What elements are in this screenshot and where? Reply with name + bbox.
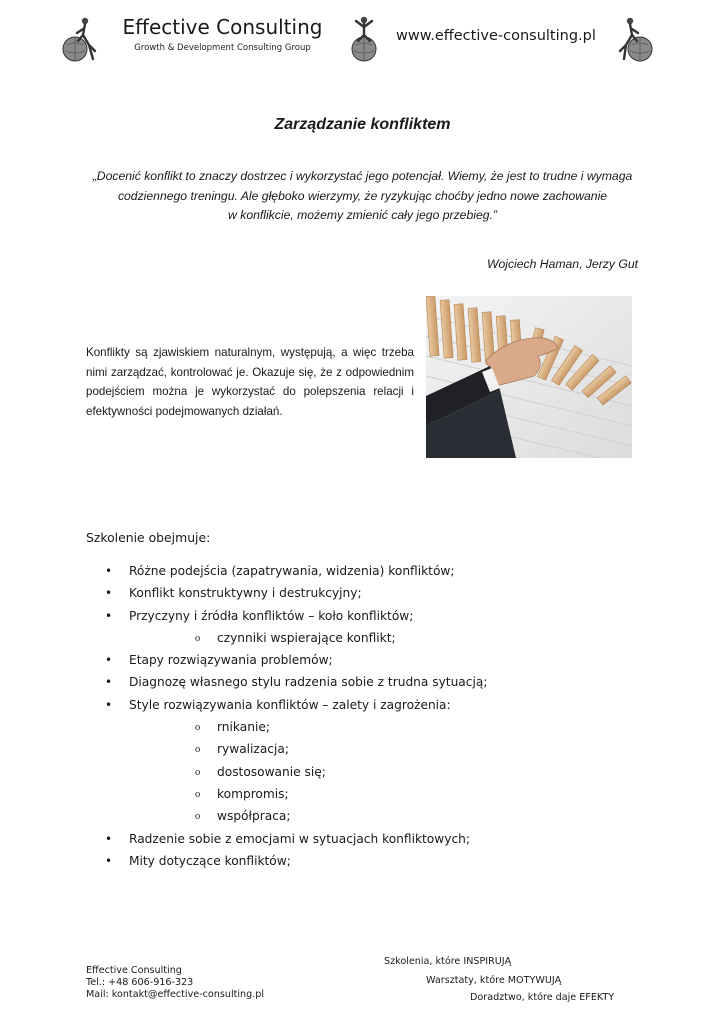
quote-author: Wojciech Haman, Jerzy Gut	[486, 257, 638, 271]
sub-list-item	[86, 738, 646, 760]
bullet-icon: •	[105, 608, 113, 623]
footer-slogan: Szkolenia, które INSPIRUJĄ	[384, 956, 512, 967]
list-item	[86, 649, 646, 671]
bullet-icon: •	[105, 853, 113, 868]
quote-line: codziennego treningu. Ale głęboko wierzymy, że ryzykując choćby jedno nowe zachowanie	[117, 188, 608, 203]
list-item-text: kompromis;	[217, 786, 289, 801]
training-list	[86, 560, 646, 872]
list-item	[86, 694, 646, 716]
bullet-icon: •	[105, 675, 113, 690]
list-item-text: Mity dotyczące konfliktów;	[129, 853, 291, 868]
globe-pusher-figure-icon	[57, 15, 99, 63]
bullet-icon: •	[105, 831, 113, 846]
circle-bullet-icon: o	[195, 722, 201, 734]
document-title: Zarządzanie konfliktem	[274, 116, 451, 133]
list-item	[86, 560, 646, 582]
footer-company: Effective Consulting	[86, 965, 182, 976]
training-heading: Szkolenie obejmuje:	[86, 530, 211, 545]
bullet-icon: •	[105, 697, 113, 712]
intro-paragraph: Konflikty są zjawiskiem naturalnym, występują, a więc trzeba nimi zarządzać, kontrolować je. Okazuje się, że z odpowiednim podejściem można je wykorzystać do polepszenia relacji i efektywności podejmowanych działań.	[86, 346, 414, 418]
list-item-text: Konflikt konstruktywny i destrukcyjny;	[129, 586, 362, 601]
list-item	[86, 582, 646, 604]
bullet-icon: •	[105, 653, 113, 668]
brand-title: Effective Consulting	[122, 15, 323, 39]
list-item-text: Etapy rozwiązywania problemów;	[129, 653, 333, 668]
quote-line: „Docenić konflikt to znaczy dostrzec i wykorzystać jego potencjał. Wiemy, że jest to trudne i wymaga	[92, 169, 633, 183]
circle-bullet-icon: o	[195, 811, 201, 823]
header	[0, 0, 725, 70]
list-item-text: dostosowanie się;	[217, 764, 326, 779]
circle-bullet-icon: o	[195, 788, 201, 800]
brand-subtitle: Growth & Development Consulting Group	[134, 43, 311, 53]
list-item-text: Przyczyny i źródła konfliktów – koło konfliktów;	[129, 608, 414, 623]
footer-slogan: Doradztwo, które daje EFEKTY	[470, 992, 615, 1003]
bullet-icon: •	[105, 564, 113, 578]
sub-list-item	[86, 716, 646, 738]
sub-list-item	[86, 627, 646, 649]
list-item-text: rywalizacja;	[217, 742, 289, 757]
footer-phone[interactable]: Tel.: +48 606-916-323	[86, 977, 194, 988]
globe-pusher-figure-icon	[344, 15, 386, 63]
hand-stopping-dominoes-photo	[426, 296, 632, 458]
list-item-text: czynniki wspierające konflikt;	[217, 630, 396, 645]
circle-bullet-icon: o	[195, 632, 201, 644]
list-item-text: Radzenie sobie z emocjami w sytuacjach konfliktowych;	[129, 831, 470, 846]
footer-slogan: Warsztaty, które MOTYWUJĄ	[426, 975, 562, 986]
list-item-text: współpraca;	[217, 809, 291, 824]
quote	[70, 167, 655, 226]
list-item	[86, 850, 646, 872]
circle-bullet-icon: o	[195, 766, 201, 778]
list-item	[86, 605, 646, 627]
list-item	[86, 828, 646, 850]
list-item	[86, 671, 646, 693]
footer-contact	[86, 965, 264, 1001]
sub-list-item	[86, 783, 646, 805]
footer-email[interactable]: Mail: kontakt@effective-consulting.pl	[86, 989, 265, 1000]
sub-list-item	[86, 761, 646, 783]
list-item-text: Style rozwiązywania konfliktów – zalety i zagrożenia:	[129, 697, 451, 712]
bullet-icon: •	[105, 586, 113, 601]
globe-pusher-figure-icon	[618, 15, 660, 63]
website-link[interactable]: www.effective-consulting.pl	[396, 28, 596, 44]
sub-list-item	[86, 805, 646, 827]
list-item-text: Diagnozę własnego stylu radzenia sobie z trudna sytuacją;	[129, 675, 488, 690]
list-item-text: Różne podejścia (zapatrywania, widzenia) konfliktów;	[129, 564, 455, 578]
quote-line: w konflikcie, możemy zmienić cały jego przebieg.”	[228, 208, 497, 222]
circle-bullet-icon: o	[195, 744, 201, 756]
list-item-text: rnikanie;	[217, 720, 270, 735]
